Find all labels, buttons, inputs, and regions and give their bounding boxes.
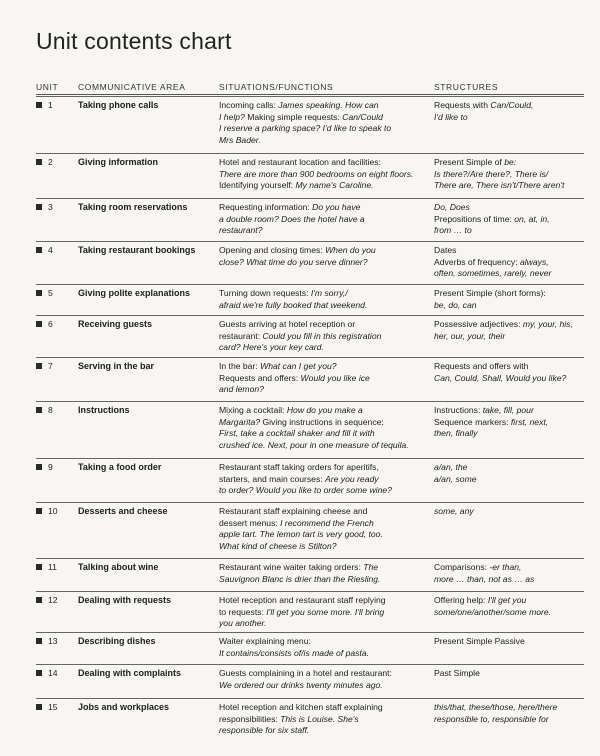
communicative-area: Instructions (78, 405, 130, 415)
text-segment: on, at, in, (514, 213, 550, 224)
text-segment: Requests and offers with (434, 361, 529, 371)
communicative-area: Talking about wine (78, 562, 159, 572)
text-line (434, 214, 584, 226)
situations-functions (219, 668, 431, 691)
square-bullet-icon (36, 597, 42, 603)
text-line (434, 562, 584, 574)
text-segment: some, any (434, 506, 474, 516)
structures (434, 245, 584, 280)
text-segment: responsibilities: (219, 713, 281, 724)
situations-functions (219, 157, 431, 192)
row-divider (36, 357, 584, 358)
text-segment: There are more than 900 bedrooms on eight floors. (219, 168, 414, 179)
text-line (219, 405, 431, 417)
text-line (219, 607, 431, 619)
structures (434, 405, 584, 440)
row-divider (36, 315, 584, 316)
text-segment: a double room? Does the hotel have a (219, 213, 365, 224)
text-segment: dessert menus: (219, 517, 281, 528)
text-line (219, 595, 431, 607)
text-segment: We ordered our drinks twenty minutes ago. (219, 679, 383, 690)
text-line (434, 112, 584, 124)
text-segment: restaurant: (219, 330, 263, 341)
unit-number-text: 7 (48, 361, 53, 371)
text-segment: In the bar: (219, 361, 261, 371)
text-line (219, 485, 431, 497)
unit-number (36, 562, 76, 574)
text-line (219, 288, 431, 300)
text-segment: first, next, (510, 416, 549, 427)
text-segment: Prepositions of time: (434, 213, 515, 224)
square-bullet-icon (36, 102, 42, 108)
text-segment: Requests and offers: (219, 372, 301, 383)
text-line (434, 373, 584, 385)
text-segment: Can, Could, Shall, Would you like? (434, 372, 567, 383)
text-line (219, 100, 431, 112)
unit-number-text: 9 (48, 462, 53, 472)
text-segment: to order? Would you like to order some wine? (219, 485, 392, 496)
unit-number (36, 100, 76, 112)
structures (434, 595, 584, 618)
text-segment: Identifying yourself: (219, 180, 296, 191)
text-segment: There are, There isn't/There aren't (434, 180, 565, 191)
text-segment: Making simple requests: (244, 111, 343, 122)
text-line (219, 518, 431, 530)
text-line (434, 506, 584, 518)
row-divider (36, 198, 584, 199)
communicative-area: Dealing with complaints (78, 668, 182, 678)
unit-number (36, 245, 76, 257)
situations-functions (219, 100, 431, 146)
text-line (219, 214, 431, 226)
structures (434, 202, 584, 237)
text-segment: This is Louise. She's (280, 713, 359, 724)
situations-functions (219, 288, 431, 311)
text-segment: What kind of cheese is Stilton? (219, 540, 337, 551)
text-line (219, 225, 431, 237)
text-segment: a/an, some (434, 473, 477, 484)
text-segment: Do, Does (434, 202, 470, 212)
structures (434, 702, 584, 725)
text-line (434, 714, 584, 726)
text-segment: responsible for six staff. (219, 725, 310, 736)
situations-functions (219, 562, 431, 585)
text-segment: When do you (325, 245, 376, 255)
text-segment: Turning down requests: (219, 288, 311, 298)
text-segment: Past Simple (434, 668, 480, 678)
structures (434, 361, 584, 384)
text-segment: restaurant? (219, 225, 263, 236)
text-line (219, 529, 431, 541)
text-line (434, 428, 584, 440)
unit-number-text: 8 (48, 405, 53, 415)
square-bullet-icon (36, 464, 42, 470)
text-segment: -er than, (489, 562, 522, 572)
text-segment: Comparisons: (434, 562, 490, 572)
unit-number-text: 2 (48, 157, 53, 167)
text-segment: close? What time do you serve dinner? (219, 256, 368, 267)
text-line (434, 180, 584, 192)
text-segment: you another. (219, 618, 267, 629)
header-rule (36, 94, 584, 95)
text-segment: I help? (219, 111, 245, 122)
situations-functions (219, 405, 431, 451)
situations-functions (219, 361, 431, 396)
text-segment: a/an, the (434, 462, 468, 472)
unit-number (36, 361, 76, 373)
text-segment: always, (519, 256, 549, 267)
square-bullet-icon (36, 670, 42, 676)
text-line (219, 135, 431, 147)
text-segment: Adverbs of frequency: (434, 256, 520, 267)
text-line (219, 319, 431, 331)
communicative-area: Giving polite explanations (78, 288, 191, 298)
unit-number (36, 702, 76, 714)
communicative-area: Giving information (78, 157, 158, 167)
situations-functions (219, 202, 431, 237)
text-line (434, 100, 584, 112)
square-bullet-icon (36, 363, 42, 369)
unit-number-text: 15 (48, 702, 58, 712)
square-bullet-icon (36, 290, 42, 296)
text-line (219, 462, 431, 474)
situations-functions (219, 245, 431, 268)
text-segment: I'd like to (434, 111, 468, 122)
text-line (219, 123, 431, 135)
text-segment: I'll get you (487, 595, 527, 605)
unit-number-text: 4 (48, 245, 53, 255)
text-segment: my, your, his, (522, 319, 573, 329)
text-segment: It contains/consists of/is made of pasta. (219, 647, 369, 658)
text-line (219, 202, 431, 214)
text-line (434, 257, 584, 269)
text-segment: Guests arriving at hotel reception or (219, 319, 356, 329)
text-segment: Restaurant wine waiter taking orders: (219, 562, 364, 572)
text-segment: Sequence markers: (434, 416, 511, 427)
text-line (434, 331, 584, 343)
row-divider (36, 284, 584, 285)
square-bullet-icon (36, 204, 42, 210)
text-segment: responsible to, responsible for (434, 713, 549, 724)
communicative-area: Desserts and cheese (78, 506, 168, 516)
unit-number-text: 1 (48, 100, 53, 110)
text-segment: Could you fill in this registration (262, 330, 382, 341)
text-line (219, 668, 431, 680)
communicative-area: Taking a food order (78, 462, 162, 472)
situations-functions (219, 595, 431, 630)
unit-number (36, 636, 76, 648)
text-segment: I'll get you some more. I'll bring (266, 606, 385, 617)
unit-number-text: 3 (48, 202, 53, 212)
text-line (219, 702, 431, 714)
text-line (219, 648, 431, 660)
unit-number (36, 288, 76, 300)
text-segment: some/one/another/some more. (434, 606, 552, 617)
text-segment: First, take a cocktail shaker and fill it with (219, 428, 375, 439)
text-segment: then, finally (434, 428, 478, 439)
text-segment: Restaurant staff explaining cheese and (219, 506, 368, 516)
text-segment: Offering help: (434, 595, 488, 605)
situations-functions (219, 506, 431, 552)
text-segment: Present Simple Passive (434, 636, 525, 646)
text-line (219, 618, 431, 630)
text-line (219, 725, 431, 737)
header-unit: UNIT (36, 82, 59, 92)
text-segment: Incoming calls: (219, 100, 279, 110)
text-line (434, 417, 584, 429)
text-segment: How do you make a (286, 405, 363, 415)
communicative-area: Serving in the bar (78, 361, 155, 371)
communicative-area: Taking restaurant bookings (78, 245, 196, 255)
text-segment: Guests complaining in a hotel and restaurant: (219, 668, 392, 678)
text-segment: Present Simple (short forms): (434, 288, 546, 298)
text-line (434, 474, 584, 486)
text-segment: Hotel reception and kitchen staff explaining (219, 702, 383, 712)
text-line (219, 384, 431, 396)
unit-number (36, 157, 76, 169)
text-line (219, 157, 431, 169)
text-line (219, 562, 431, 574)
text-line (219, 342, 431, 354)
text-segment: crushed ice. Next, pour in one measure of tequila. (219, 439, 409, 450)
communicative-area: Describing dishes (78, 636, 156, 646)
text-line (219, 506, 431, 518)
header-communicative-area: COMMUNICATIVE AREA (78, 82, 186, 92)
unit-number (36, 668, 76, 680)
row-divider (36, 241, 584, 242)
unit-number-text: 13 (48, 636, 58, 646)
communicative-area: Jobs and workplaces (78, 702, 170, 712)
text-segment: be, do, can (434, 299, 477, 310)
text-line (434, 202, 584, 214)
text-line (434, 361, 584, 373)
text-segment: Instructions: (434, 405, 483, 415)
row-divider (36, 401, 584, 402)
unit-number (36, 405, 76, 417)
text-line (434, 319, 584, 331)
text-segment: card? Here's your key card. (219, 342, 324, 353)
row-divider (36, 698, 584, 699)
text-line (219, 361, 431, 373)
text-line (434, 300, 584, 312)
text-line (434, 574, 584, 586)
unit-number-text: 5 (48, 288, 53, 298)
text-segment: take, fill, pour (482, 405, 534, 415)
unit-number (36, 506, 76, 518)
text-segment: afraid we're fully booked that weekend. (219, 299, 368, 310)
header-situations-functions: SITUATIONS/FUNCTIONS (219, 82, 334, 92)
text-line (434, 405, 584, 417)
situations-functions (219, 702, 431, 737)
square-bullet-icon (36, 159, 42, 165)
text-line (219, 474, 431, 486)
text-line (434, 268, 584, 280)
square-bullet-icon (36, 407, 42, 413)
square-bullet-icon (36, 508, 42, 514)
text-line (219, 541, 431, 553)
text-line (434, 702, 584, 714)
unit-number (36, 462, 76, 474)
text-segment: Mixing a cocktail: (219, 405, 287, 415)
text-segment: Mrs Bader. (219, 134, 261, 145)
text-segment: Are you ready (325, 473, 379, 484)
text-segment: I'm sorry,/ (310, 288, 348, 298)
text-segment: My name's Caroline. (295, 180, 374, 191)
text-line (219, 257, 431, 269)
square-bullet-icon (36, 564, 42, 570)
row-divider (36, 664, 584, 665)
row-divider (36, 502, 584, 503)
text-line (434, 636, 584, 648)
text-segment: Requesting information: (219, 202, 313, 212)
text-segment: often, sometimes, rarely, never (434, 268, 552, 279)
text-segment: Hotel reception and restaurant staff replying (219, 595, 386, 605)
text-line (219, 680, 431, 692)
row-divider (36, 96, 584, 97)
unit-number-text: 14 (48, 668, 58, 678)
situations-functions (219, 319, 431, 354)
text-line (434, 288, 584, 300)
text-segment: Present Simple of (434, 157, 505, 167)
text-segment: more … than, not as … as (434, 573, 535, 584)
text-line (219, 440, 431, 452)
text-segment: and lemon? (219, 384, 264, 395)
square-bullet-icon (36, 704, 42, 710)
text-segment: Would you like ice (300, 372, 370, 383)
communicative-area: Receiving guests (78, 319, 153, 329)
page-title: Unit contents chart (36, 28, 232, 54)
text-line (434, 668, 584, 680)
text-line (434, 169, 584, 181)
unit-number (36, 202, 76, 214)
unit-number-text: 6 (48, 319, 53, 329)
structures (434, 319, 584, 342)
text-line (219, 245, 431, 257)
text-line (219, 331, 431, 343)
row-divider (36, 458, 584, 459)
row-divider (36, 591, 584, 592)
text-segment: Waiter explaining menu: (219, 636, 311, 646)
text-segment: Possessive adjectives: (434, 319, 523, 329)
text-line (434, 245, 584, 257)
text-segment: Sauvignon Blanc is drier than the Riesling. (219, 573, 381, 584)
text-segment: from … to (434, 225, 472, 236)
row-divider (36, 632, 584, 633)
text-line (434, 157, 584, 169)
text-line (219, 714, 431, 726)
text-segment: apple tart. The lemon tart is very good, too. (219, 529, 383, 540)
structures (434, 288, 584, 311)
text-segment: Can/Could (342, 111, 383, 122)
text-line (434, 595, 584, 607)
text-line (219, 373, 431, 385)
text-segment: Is there?/Are there?, There is/ (434, 168, 549, 179)
row-divider (36, 558, 584, 559)
structures (434, 157, 584, 192)
text-segment: Dates (434, 245, 457, 255)
unit-number-text: 10 (48, 506, 58, 516)
text-line (434, 462, 584, 474)
structures (434, 562, 584, 585)
square-bullet-icon (36, 247, 42, 253)
text-segment: Giving instructions in sequence: (260, 416, 384, 427)
text-segment: Can/Could, (490, 100, 534, 110)
communicative-area: Taking phone calls (78, 100, 159, 110)
structures (434, 668, 584, 680)
communicative-area: Dealing with requests (78, 595, 172, 605)
text-segment: The (363, 562, 379, 572)
structures (434, 100, 584, 123)
text-line (219, 574, 431, 586)
structures (434, 462, 584, 485)
communicative-area: Taking room reservations (78, 202, 188, 212)
situations-functions (219, 636, 431, 659)
unit-number-text: 12 (48, 595, 58, 605)
square-bullet-icon (36, 321, 42, 327)
row-divider (36, 153, 584, 154)
unit-number (36, 319, 76, 331)
text-line (219, 636, 431, 648)
text-segment: Hotel and restaurant location and facilities: (219, 157, 381, 167)
text-segment: Restaurant staff taking orders for aperitifs, (219, 462, 379, 472)
text-segment: Opening and closing times: (219, 245, 326, 255)
structures (434, 636, 584, 648)
text-line (219, 417, 431, 429)
text-line (219, 112, 431, 124)
text-line (434, 607, 584, 619)
unit-number (36, 595, 76, 607)
text-segment: James speaking. How can (278, 100, 379, 110)
text-segment: this/that, these/those, here/there (434, 702, 558, 712)
header-structures: STRUCTURES (434, 82, 499, 92)
text-line (219, 180, 431, 192)
text-segment: I recommend the French (280, 517, 374, 528)
situations-functions (219, 462, 431, 497)
text-segment: Margarita? (219, 416, 261, 427)
text-segment: starters, and main courses: (219, 473, 326, 484)
text-line (219, 300, 431, 312)
text-segment: Do you have (312, 202, 361, 212)
text-segment: her, our, your, their (434, 330, 506, 341)
text-line (219, 428, 431, 440)
text-segment: to requests: (219, 606, 267, 617)
square-bullet-icon (36, 638, 42, 644)
structures (434, 506, 584, 518)
text-line (434, 225, 584, 237)
text-segment: What can I get you? (260, 361, 337, 371)
text-segment: I reserve a parking space? I'd like to speak to (219, 123, 392, 134)
text-segment: be: (504, 157, 517, 167)
unit-number-text: 11 (48, 562, 57, 572)
text-line (219, 169, 431, 181)
text-segment: Requests with (434, 100, 491, 110)
